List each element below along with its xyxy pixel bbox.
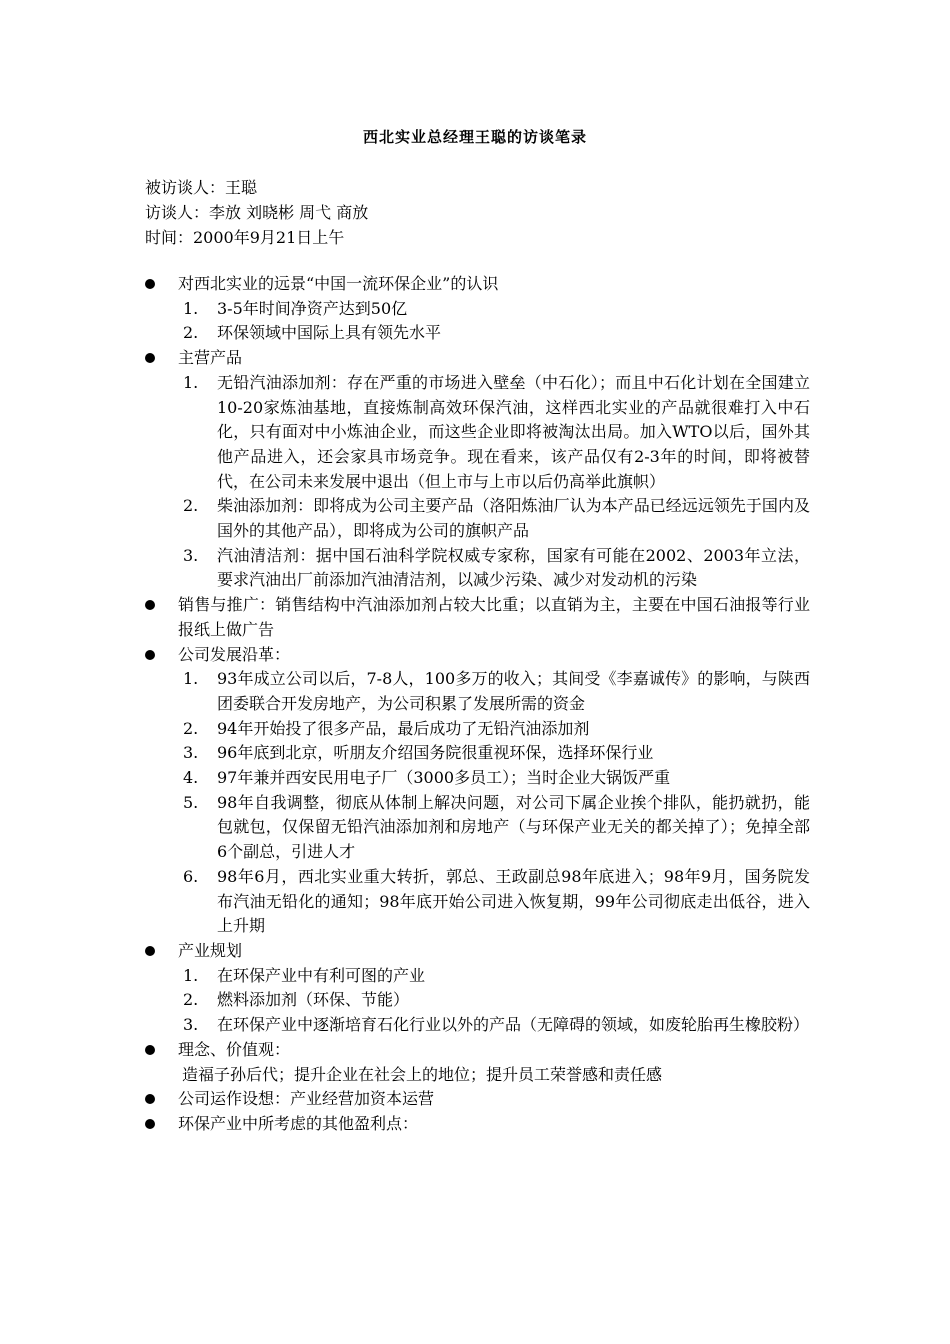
- bullet-dot-icon: [145, 946, 155, 956]
- list-item: 3. 96年底到北京，听朋友介绍国务院很重视环保，选择环保行业: [183, 743, 654, 763]
- time-line: 时间：2000年9月21日上午: [145, 228, 345, 247]
- list-item: 2. 燃料添加剂（环保、节能）: [183, 990, 410, 1010]
- interviewee-line: 被访谈人：王聪: [145, 178, 258, 197]
- bullet-values: 理念、价值观：: [145, 1038, 810, 1063]
- bullet-dot-icon: [145, 353, 155, 363]
- list-item: 1. 3-5年时间净资产达到50亿: [183, 298, 408, 318]
- notes-body: [145, 272, 810, 1137]
- bullet-dot-icon: [145, 1119, 155, 1129]
- list-item: 1. 在环保产业中有利可图的产业: [183, 965, 426, 985]
- list-item: 2. 94年开始投了很多产品，最后成功了无铅汽油添加剂: [183, 718, 590, 738]
- interviewers-line: 访谈人：李放 刘晓彬 周弋 商放: [145, 203, 369, 222]
- bullet-dot-icon: [145, 600, 155, 610]
- interview-meta: [145, 175, 368, 250]
- bullet-dot-icon: [145, 650, 155, 660]
- bullet-dot-icon: [145, 1094, 155, 1104]
- bullet-dot-icon: [145, 1045, 155, 1055]
- bullet-profit-points: 环保产业中所考虑的其他盈利点：: [145, 1112, 810, 1137]
- document-title: 西北实业总经理王聪的访谈笔录: [362, 128, 587, 146]
- bullet-history: 公司发展沿革：: [145, 643, 810, 668]
- list-item: 3. 在环保产业中逐渐培育石化行业以外的产品（无障碍的领域，如废轮胎再生橡胶粉）: [183, 1015, 810, 1035]
- bullet-dot-icon: [145, 279, 155, 289]
- list-item: 6. 98年6月，西北实业重大转折，郭总、王政副总98年底进入；98年9月，国务院发布汽油无铅化的通知；98年底开始公司进入恢复期，99年公司彻底走出低谷，进入上升期: [183, 866, 810, 936]
- list-item: 1. 无铅汽油添加剂：存在严重的市场进入壁垒（中石化）；而且中石化计划在全国建立10-20家炼油基地，直接炼制高效环保汽油，这样西北实业的产品就很难打入中石化，只有面对中小炼油企业，而这些企业即将被淘汰出局。加入WTO以后，国外其他产品进入，还会家具市场竞争。现在看来，该产品仅有2-3年的时间，即将被替代，在公司未来发展中退出（但上市与上市以后仍高举此旗帜）: [183, 372, 810, 491]
- list-item: 1. 93年成立公司以后，7-8人，100多万的收入；其间受《李嘉诚传》的影响，与陕西团委联合开发房地产，为公司积累了发展所需的资金: [183, 669, 810, 713]
- bullet-vision: 对西北实业的远景“中国一流环保企业”的认识: [145, 272, 810, 297]
- list-item: 5. 98年自我调整，彻底从体制上解决问题，对公司下属企业挨个排队，能扔就扔，能包就包，仅保留无铅汽油添加剂和房地产（与环保产业无关的都关掉了）；免掉全部6个副总，引进人才: [183, 792, 810, 862]
- bullet-sales: 销售与推广：销售结构中汽油添加剂占较大比重；以直销为主，主要在中国石油报等行业报纸上做广告: [145, 593, 810, 642]
- bullet-operation: 公司运作设想：产业经营加资本运营: [145, 1087, 810, 1112]
- list-item: 2. 柴油添加剂：即将成为公司主要产品（洛阳炼油厂认为本产品已经远远领先于国内及国外的其他产品），即将成为公司的旗帜产品: [183, 496, 810, 541]
- list-item: 4. 97年兼并西安民用电子厂（3000多员工）；当时企业大锅饭严重: [183, 768, 671, 788]
- bullet-industry-plan: 产业规划: [145, 939, 810, 964]
- bullet-main-products: 主营产品: [145, 346, 810, 371]
- list-item: 2. 环保领域中国际上具有领先水平: [183, 323, 442, 343]
- list-item: 3. 汽油清洁剂：据中国石油科学院权威专家称，国家有可能在2002、2003年立法，要求汽油出厂前添加汽油清洁剂，以减少污染、减少对发动机的污染: [183, 545, 810, 590]
- values-note: 造福子孙后代；提升企业在社会上的地位；提升员工荣誉感和责任感: [182, 1064, 663, 1084]
